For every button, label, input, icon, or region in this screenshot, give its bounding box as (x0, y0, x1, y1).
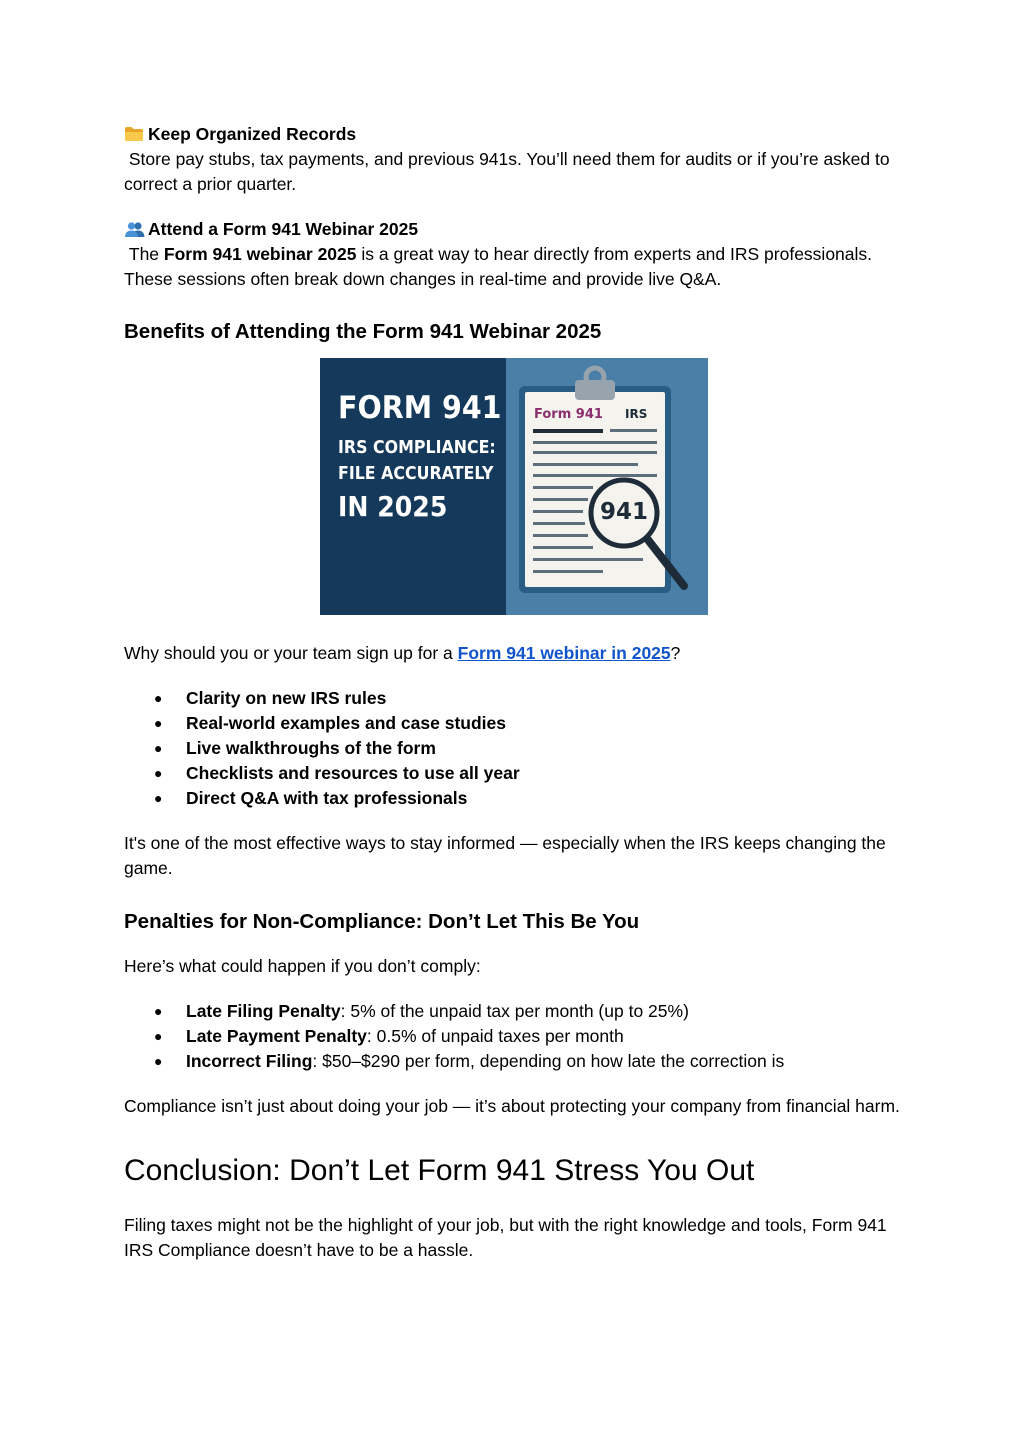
benefits-intro (124, 641, 904, 666)
tip-body-bold: Form 941 webinar 2025 (163, 244, 357, 264)
intro-text: Why should you or your team sign up for a (124, 643, 458, 663)
penalties-closing: Compliance isn’t just about doing your job — it’s about protecting your company from financial harm. (124, 1096, 900, 1116)
bullet: ● (154, 1003, 163, 1019)
tip-body-suffix: is a great way to hear directly from experts and IRS professionals. These sessions often break down changes in real-time and provide live Q&A. (124, 244, 873, 289)
list-item (124, 786, 904, 811)
penalty-term: Incorrect Filing (186, 1051, 313, 1071)
list-item (124, 761, 904, 786)
list-item (124, 686, 904, 711)
item-text: Real-world examples and case studies (186, 713, 506, 733)
bullet: ● (154, 740, 163, 756)
intro-suffix: ? (670, 643, 681, 663)
tip-body: Store pay stubs, tax payments, and previous 941s. You’ll need them for audits or if you’re asked to correct a prior quarter. (124, 149, 890, 194)
banner-line: IN 2025 (338, 490, 448, 523)
banner-line: FORM 941 (338, 390, 502, 426)
webinar-link[interactable]: Form 941 webinar in 2025 (457, 643, 671, 663)
bullet: ● (154, 1053, 163, 1069)
list-item (124, 736, 904, 761)
list-item (124, 711, 904, 736)
bullet: ● (154, 765, 163, 781)
item-text: Live walkthroughs of the form (186, 738, 436, 758)
tip-body-prefix: The (128, 244, 164, 264)
item-text: Checklists and resources to use all year (186, 763, 520, 783)
benefits-heading: Benefits of Attending the Form 941 Webinar 2025 (124, 320, 602, 343)
penalty-term: Late Payment Penalty (186, 1026, 367, 1046)
bullet: ● (154, 790, 163, 806)
bullet: ● (154, 1028, 163, 1044)
benefits-list (124, 686, 904, 811)
tip-attend-webinar (124, 217, 904, 292)
banner-line: IRS COMPLIANCE: (338, 437, 496, 458)
tip-organized-records (124, 122, 904, 197)
penalties-list (124, 999, 904, 1074)
tip-title: Attend a Form 941 Webinar 2025 (148, 219, 419, 239)
banner-line: FILE ACCURATELY (338, 463, 494, 484)
penalty-term: Late Filing Penalty (186, 1001, 341, 1021)
item-text: Clarity on new IRS rules (186, 688, 387, 708)
list-item (124, 1049, 904, 1074)
penalty-desc: : 5% of the unpaid tax per month (up to 25%) (340, 1001, 689, 1021)
item-text: Direct Q&A with tax professionals (186, 788, 468, 808)
tip-title: Keep Organized Records (148, 124, 357, 144)
content-column (124, 122, 904, 1263)
magnifier-text: 941 (599, 499, 648, 525)
form-941-banner-image (320, 358, 708, 615)
penalties-intro: Here’s what could happen if you don’t comply: (124, 956, 481, 976)
list-item (124, 1024, 904, 1049)
penalty-desc: : 0.5% of unpaid taxes per month (366, 1026, 624, 1046)
conclusion-body: Filing taxes might not be the highlight of your job, but with the right knowledge and tools, Form 941 IRS Compliance doesn’t have to be a hassle. (124, 1215, 887, 1260)
clipboard-illustration (320, 358, 708, 615)
list-item (124, 999, 904, 1024)
penalty-desc: : $50–$290 per form, depending on how late the correction is (312, 1051, 785, 1071)
folder-icon (124, 122, 148, 147)
bullet: ● (154, 715, 163, 731)
conclusion-heading: Conclusion: Don’t Let Form 941 Stress You Out (124, 1154, 755, 1187)
clipboard-title: Form 941 (534, 407, 603, 422)
penalties-heading: Penalties for Non-Compliance: Don’t Let This Be You (124, 910, 640, 933)
irs-logo: IRS (625, 407, 648, 421)
people-icon (124, 217, 148, 242)
bullet: ● (154, 690, 163, 706)
benefits-closing: It's one of the most effective ways to stay informed — especially when the IRS keeps changing the game. (124, 833, 886, 878)
